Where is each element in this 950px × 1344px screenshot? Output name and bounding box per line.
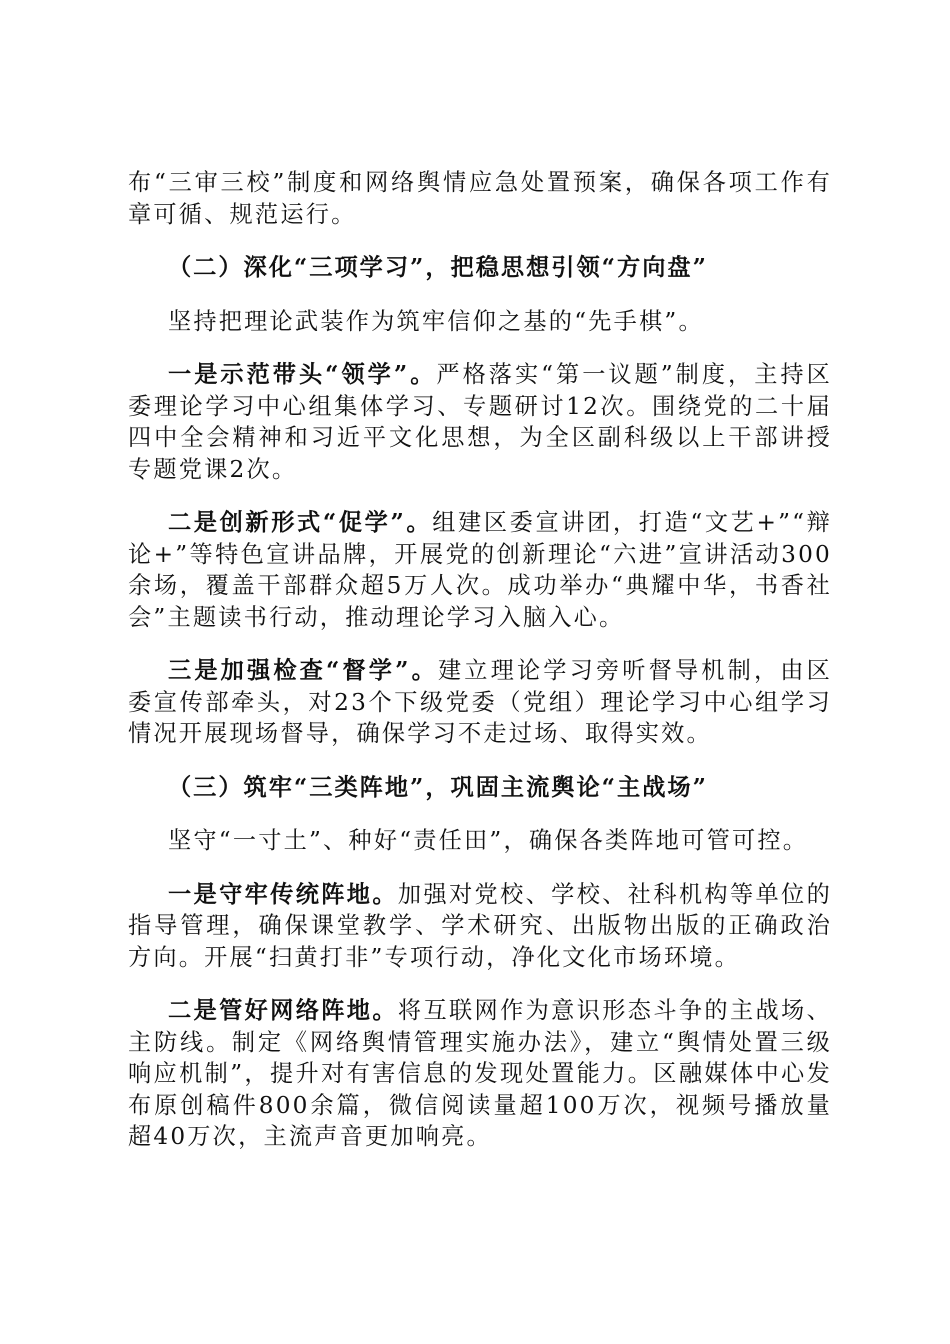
item-body-text: 建立理论学习旁听督导机制，由区委宣传部牵头，对23个下级党委（党组）理论学习中心组学习情况开展现场督导，确保学习不走过场、取得实效。 [128, 657, 833, 747]
item-lead-title: 二是创新形式“促学”。 [168, 509, 433, 536]
paragraph-text: 坚守“一寸土”、种好“责任田”，确保各类阵地可管可控。 [168, 827, 809, 854]
paragraph-item-supervise-study [128, 655, 832, 750]
item-lead-title: 一是守牢传统阵地。 [168, 880, 398, 908]
item-body-text: 将互联网作为意识形态斗争的主战场、主防线。制定《网络舆情管理实施办法》，建立“舆情处置三级响应机制”，提升对有害信息的发现处置能力。区融媒体中心发布原创稿件800余篇，微信阅读量超100万次，视频号播放量超40万次，主流声音更加响亮。 [128, 997, 832, 1150]
paragraph-intro-2 [128, 306, 832, 338]
paragraph-continuation [128, 167, 832, 230]
item-body-text: 加强对党校、学校、社科机构等单位的指导管理，确保课堂教学、学术研究、出版物出版的正确政治方向。开展“扫黄打非”专项行动，净化文化市场环境。 [128, 880, 832, 971]
paragraph-intro-3 [128, 825, 832, 857]
item-lead-title: 二是管好网络阵地。 [168, 997, 398, 1024]
paragraph-item-network [128, 995, 832, 1153]
section-heading-2: （二）深化“三项学习”，把稳思想引领“方向盘” [168, 254, 708, 281]
paragraph-item-lead-study [128, 359, 832, 485]
item-body-text: 严格落实“第一议题”制度，主持区委理论学习中心组集体学习、专题研讨12次。围绕党的二十届四中全会精神和习近平文化思想，为全区副科级以上干部讲授专题党课2次。 [128, 361, 832, 483]
paragraph-text: 布“三审三校”制度和网络舆情应急处置预案，确保各项工作有章可循、规范运行。 [128, 169, 832, 228]
paragraph-text: 坚持把理论武装作为筑牢信仰之基的“先手棋”。 [168, 307, 704, 335]
item-lead-title: 三是加强检查“督学”。 [168, 657, 438, 684]
item-lead-title: 一是示范带头“领学”。 [168, 361, 437, 388]
paragraph-item-promote-study [128, 507, 832, 633]
section-heading-3: （三）筑牢“三类阵地”，巩固主流舆论“主战场” [168, 773, 708, 801]
document-page [128, 167, 832, 1153]
paragraph-item-traditional [128, 879, 832, 974]
item-body-text: 组建区委宣讲团，打造“文艺+”“辩论+”等特色宣讲品牌，开展党的创新理论“六进”宣讲活动300余场，覆盖干部群众超5万人次。成功举办“典耀中华，书香社会”主题读书行动，推动理论学习入脑入心。 [128, 509, 833, 631]
